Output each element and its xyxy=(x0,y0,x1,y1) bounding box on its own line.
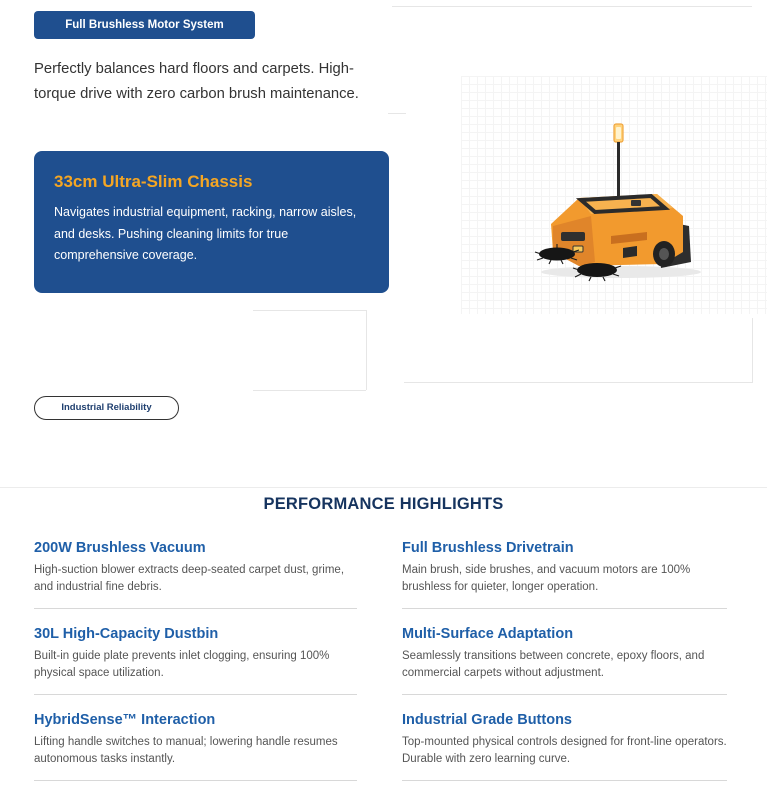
industrial-reliability-tag: Industrial Reliability xyxy=(34,396,179,420)
feature-item xyxy=(34,711,359,768)
chassis-card-title: 33cm Ultra-Slim Chassis xyxy=(54,172,253,191)
feature-description: Main brush, side brushes, and vacuum motors are 100% brushless for quieter, longer operation. xyxy=(402,564,691,593)
hero-intro-text: Perfectly balances hard floors and carpets. High-torque drive with zero carbon brush maintenance. xyxy=(34,61,359,102)
chassis-card-description: Navigates industrial equipment, racking, narrow aisles, and desks. Pushing cleaning limits for true comprehensive coverage. xyxy=(54,205,357,262)
feature-item xyxy=(402,625,727,682)
feature-description: Seamlessly transitions between concrete, epoxy floors, and commercial carpets without adjustment. xyxy=(402,650,705,679)
feature-title: HybridSense™ Interaction xyxy=(34,712,216,728)
feature-title: 200W Brushless Vacuum xyxy=(34,540,206,556)
chassis-feature-card xyxy=(34,151,389,293)
feature-divider xyxy=(34,608,357,609)
frame-line xyxy=(253,390,366,391)
feature-divider xyxy=(34,780,357,781)
frame-line xyxy=(404,382,753,383)
performance-highlights-heading: PERFORMANCE HIGHLIGHTS xyxy=(263,495,504,513)
feature-divider xyxy=(34,694,357,695)
sweeper-robot-illustration xyxy=(461,76,767,314)
feature-description: High-suction blower extracts deep-seated carpet dust, grime, and industrial fine debris. xyxy=(34,564,345,593)
feature-title: Industrial Grade Buttons xyxy=(402,712,572,728)
divider-line xyxy=(388,113,406,114)
motor-system-tag: Full Brushless Motor System xyxy=(34,11,255,39)
feature-item xyxy=(402,539,727,596)
feature-description: Top-mounted physical controls designed for front-line operators. Durable with zero learning curve. xyxy=(402,736,727,765)
frame-line xyxy=(392,6,752,7)
feature-title: Full Brushless Drivetrain xyxy=(402,540,574,556)
section-separator xyxy=(0,487,767,488)
frame-line xyxy=(752,318,753,382)
feature-item xyxy=(402,711,727,768)
feature-description: Lifting handle switches to manual; lowering handle resumes autonomous tasks instantly. xyxy=(34,736,338,765)
feature-description: Built-in guide plate prevents inlet clogging, ensuring 100% physical space utilization. xyxy=(34,650,330,679)
robot-product-image xyxy=(461,76,767,314)
feature-title: Multi-Surface Adaptation xyxy=(402,626,574,642)
feature-divider xyxy=(402,608,727,609)
frame-line xyxy=(253,310,366,311)
feature-title: 30L High-Capacity Dustbin xyxy=(34,626,219,642)
feature-item xyxy=(34,625,359,682)
frame-line xyxy=(366,310,367,390)
feature-item xyxy=(34,539,359,596)
feature-divider xyxy=(402,694,727,695)
feature-divider xyxy=(402,780,727,781)
